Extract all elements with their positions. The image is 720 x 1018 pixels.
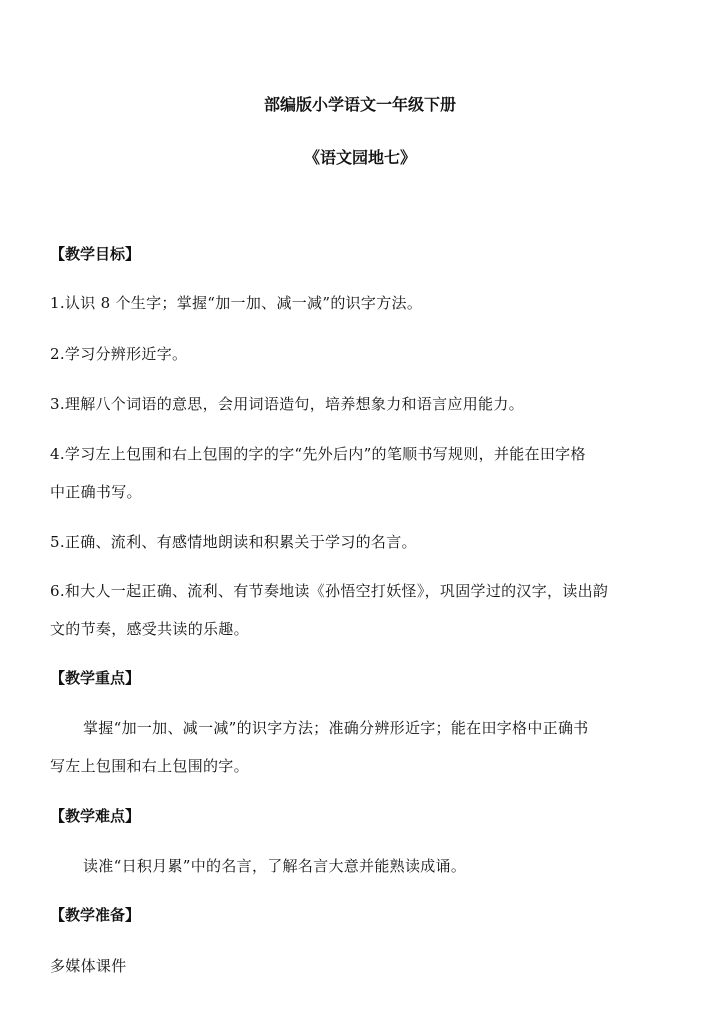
goal-item: 3.理解八个词语的意思，会用词语造句，培养想象力和语言应用能力。 (50, 395, 524, 413)
key-points-text-continuation: 写左上包围和右上包围的字。 (50, 757, 249, 775)
document-subtitle: 《语文园地七》 (303, 148, 416, 167)
goal-item: 5.正确、流利、有感情地朗读和积累关于学习的名言。 (50, 533, 417, 551)
goal-item-continuation: 文的节奏，感受共读的乐趣。 (50, 620, 249, 638)
section-heading-key-points: 【教学重点】 (50, 669, 141, 687)
goal-item: 2.学习分辨形近字。 (50, 345, 188, 363)
section-heading-goals: 【教学目标】 (50, 245, 141, 263)
key-points-text: 掌握“加一加、减一减”的识字方法；准确分辨形近字；能在田字格中正确书 (83, 719, 589, 737)
difficulties-text: 读准“日积月累”中的名言，了解名言大意并能熟读成诵。 (83, 857, 467, 875)
goal-item: 4.学习左上包围和右上包围的字的字“先外后内”的笔顺书写规则，并能在田字格 (50, 445, 586, 463)
section-heading-preparation: 【教学准备】 (50, 906, 141, 924)
goal-item-continuation: 中正确书写。 (50, 483, 142, 501)
section-heading-difficulties: 【教学难点】 (50, 807, 141, 825)
preparation-text: 多媒体课件 (50, 957, 127, 975)
goal-item: 6.和大人一起正确、流利、有节奏地读《孙悟空打妖怪》，巩固学过的汉字，读出韵 (50, 582, 609, 600)
goal-item: 1.认识 8 个生字；掌握“加一加、减一减”的识字方法。 (50, 294, 423, 312)
document-title: 部编版小学语文一年级下册 (263, 95, 456, 114)
